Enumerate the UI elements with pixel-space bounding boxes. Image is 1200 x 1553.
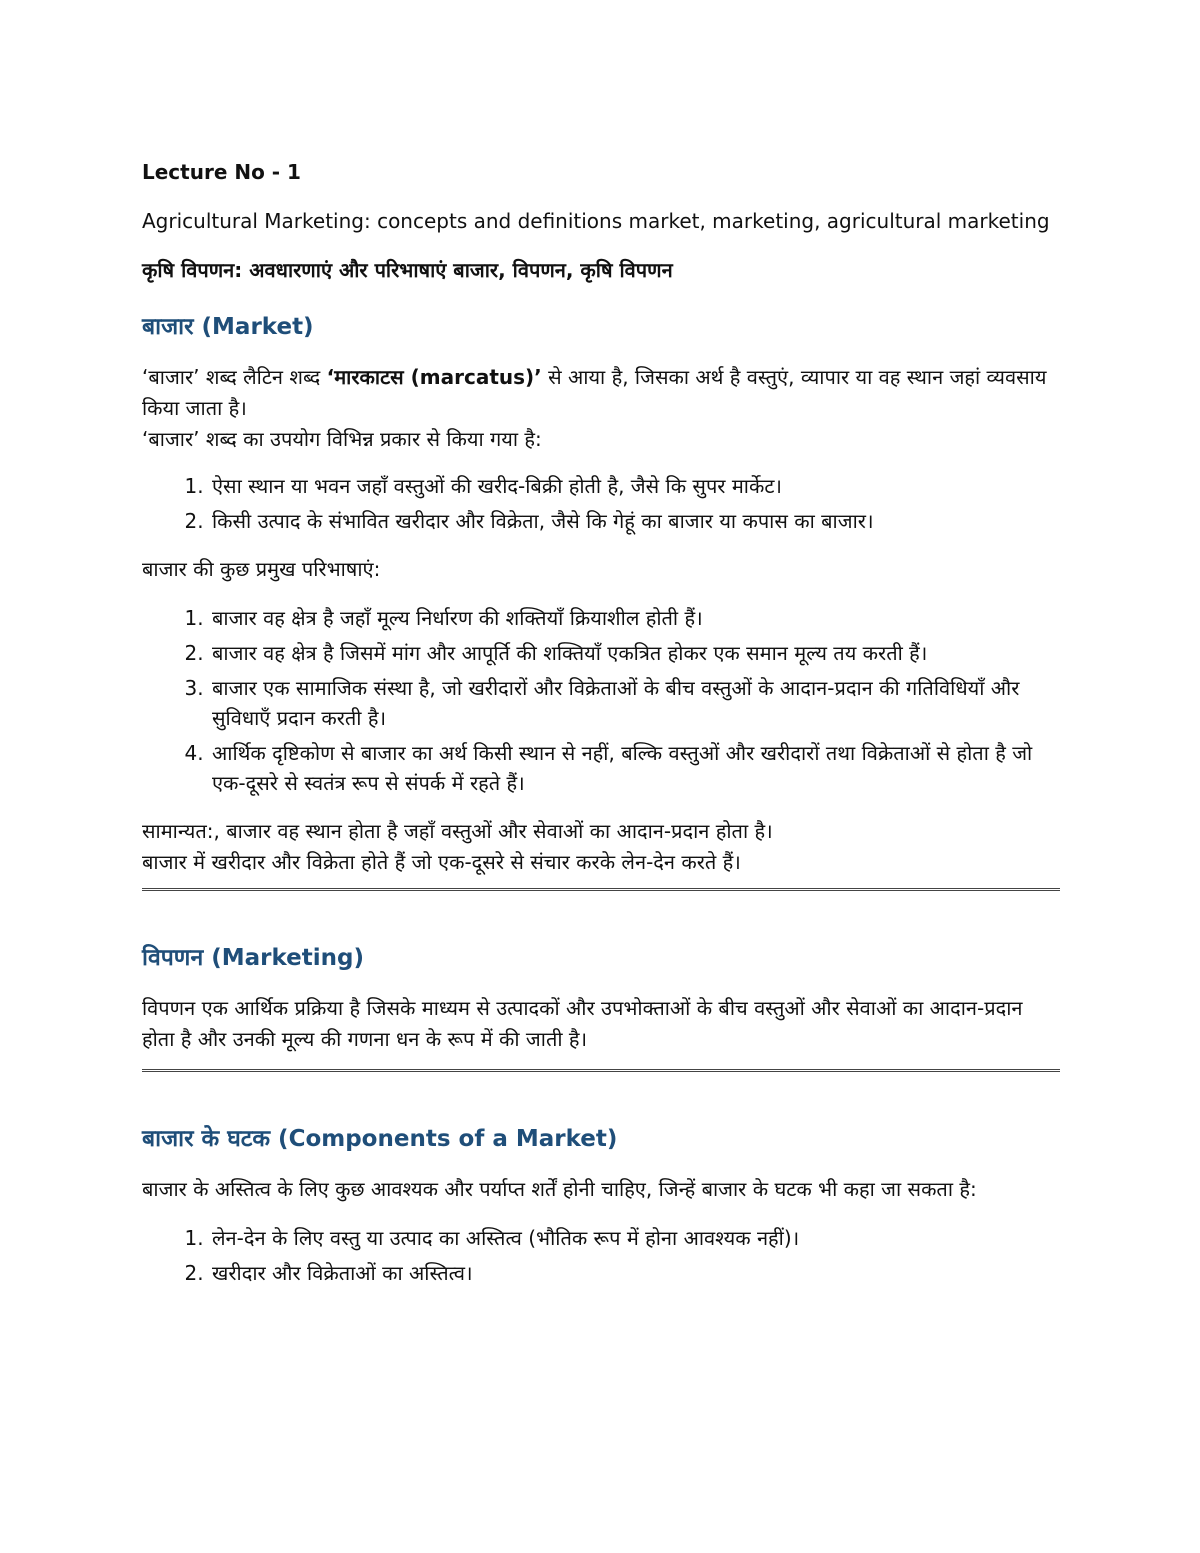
list-item: 4. आर्थिक दृष्टिकोण से बाजार का अर्थ किसी स्थान से नहीं, बल्कि वस्तुओं और खरीदारों तथा विक्रेताओं से होता है जो एक-दूसरे से स्वतंत्र रूप से संपर्क में रहते हैं। [210, 738, 1060, 798]
market-origin-text-a: ‘बाजार’ शब्द लैटिन शब्द [142, 365, 327, 389]
section-divider [142, 1069, 1060, 1072]
components-paragraph: बाजार के अस्तित्व के लिए कुछ आवश्यक और पर्याप्त शर्तें होनी चाहिए, जिन्हें बाजार के घटक भी कहा जा सकता है: [142, 1177, 977, 1201]
list-item: 2. किसी उत्पाद के संभावित खरीदार और विक्रेता, जैसे कि गेहूं का बाजार या कपास का बाजार। [210, 506, 1060, 536]
intro-hindi: कृषि विपणन: अवधारणाएं और परिभाषाएं बाजार, विपणन, कृषि विपणन [142, 258, 673, 282]
market-uses-list [142, 471, 1060, 536]
list-item: 1. ऐसा स्थान या भवन जहाँ वस्तुओं की खरीद-बिक्री होती है, जैसे कि सुपर मार्केट। [210, 471, 1060, 501]
market-usage-intro: ‘बाजार’ शब्द का उपयोग विभिन्न प्रकार से किया गया है: [142, 427, 542, 451]
market-summary-line1: सामान्यत:, बाजार वह स्थान होता है जहाँ वस्तुओं और सेवाओं का आदान-प्रदान होता है। [142, 819, 773, 843]
intro-english: Agricultural Marketing: concepts and definitions market, marketing, agricultural marketing [142, 209, 1050, 233]
components-heading: बाजार के घटक (Components of a Market) [142, 1126, 618, 1152]
market-heading: बाजार (Market) [142, 314, 314, 340]
market-definitions-list [142, 603, 1060, 798]
list-item: 2. खरीदार और विक्रेताओं का अस्तित्व। [210, 1258, 1060, 1288]
market-summary-line2: बाजार में खरीदार और विक्रेता होते हैं जो एक-दूसरे से संचार करके लेन-देन करते हैं। [142, 850, 741, 874]
list-item: 1. बाजार वह क्षेत्र है जहाँ मूल्य निर्धारण की शक्तियाँ क्रियाशील होती हैं। [210, 603, 1060, 633]
section-divider [142, 888, 1060, 891]
marketing-paragraph: विपणन एक आर्थिक प्रक्रिया है जिसके माध्यम से उत्पादकों और उपभोक्ताओं के बीच वस्तुओं और सेवाओं का आदान-प्रदान होता है और उनकी मूल्य की गणना धन के रूप में की जाती है। [142, 996, 1023, 1051]
marketing-heading: विपणन (Marketing) [142, 945, 364, 971]
market-summary [142, 816, 1060, 878]
market-origin-paragraph [142, 362, 1060, 455]
components-list [142, 1223, 1060, 1288]
list-item: 2. बाजार वह क्षेत्र है जिसमें मांग और आपूर्ति की शक्तियाँ एकत्रित होकर एक समान मूल्य तय करती हैं। [210, 638, 1060, 668]
market-origin-term: ‘मारकाटस (marcatus)’ [326, 365, 542, 389]
market-origin-text-c: से आया है, जिसका अर्थ है वस्तुएं, व्यापार या वह स्थान जहां व्यवसाय किया जाता है। [142, 365, 1047, 420]
list-item: 3. बाजार एक सामाजिक संस्था है, जो खरीदारों और विक्रेताओं के बीच वस्तुओं के आदान-प्रदान की गतिविधियाँ और सुविधाएँ प्रदान करती है। [210, 673, 1060, 733]
definitions-intro: बाजार की कुछ प्रमुख परिभाषाएं: [142, 557, 381, 581]
lecture-title: Lecture No - 1 [142, 160, 301, 184]
document-page [142, 160, 1060, 1306]
list-item: 1. लेन-देन के लिए वस्तु या उत्पाद का अस्तित्व (भौतिक रूप में होना आवश्यक नहीं)। [210, 1223, 1060, 1253]
